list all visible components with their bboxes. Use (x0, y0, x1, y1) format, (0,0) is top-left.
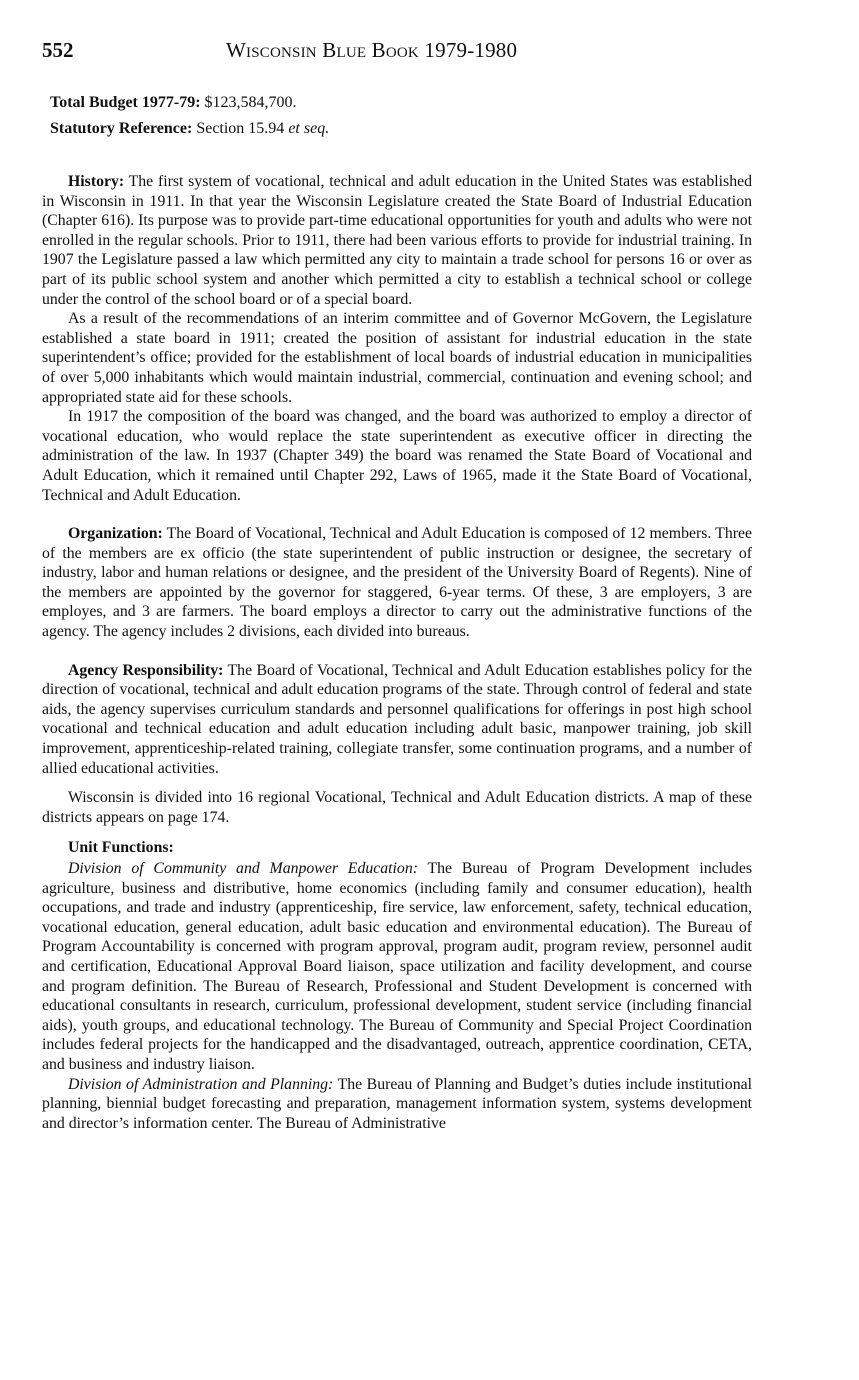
organization-section (42, 524, 752, 642)
running-title: Wisconsin Blue Book 1979-1980 (226, 38, 518, 62)
total-budget-line (50, 90, 752, 116)
division-community-manpower-text: The Bureau of Program Development includes agriculture, business and distributive, home economics (including family and consumer education), health occupations, and trade and industry (apprenticeship, fire service, law enforcement, safety, technical education, vocational education, general education, adult basic education and environmental education). The Bureau of Program Accountability is concerned with program approval, program audit, program review, personnel audit and certification, Educational Approval Board liaison, space utilization and facility development, and course and program definition. The Bureau of Research, Professional and Student Development is concerned with educational consultants in research, curriculum, professional development, student service (including financial aids), youth groups, and educational technology. The Bureau of Community and Special Project Coordination includes federal projects for the handicapped and the disadvantaged, outreach, apprentice coordination, CETA, and business and industry liaison. (42, 860, 752, 1073)
history-lead: History: (68, 173, 125, 190)
statutory-reference-label: Statutory Reference: (50, 120, 193, 137)
division-community-manpower-paragraph (42, 859, 752, 1075)
history-paragraph-1 (42, 172, 752, 309)
history-paragraph-2: As a result of the recommendations of an interim committee and of Governor McGovern, the Legislature established a state board in 1911; created the position of assistant for industrial education in the state superintendent’s office; provided for the establishment of local boards of industrial education in municipalities of over 5,000 inhabitants which would maintain industrial, commercial, continuation and evening school; and appropriated state aid for these schools. (42, 310, 752, 406)
agency-responsibility-text: The Board of Vocational, Technical and Adult Education establishes policy for the direction of vocational, technical and adult education programs of the state. Through control of federal and state aids, the agency supervises curriculum standards and personnel qualifications for offerings in post high school vocational and technical education and adult education including adult basic, manpower training, job skill improvement, apprenticeship-related training, collegiate transfer, some continuation programs, and a number of allied educational activities. (42, 661, 752, 777)
unit-functions-heading: Unit Functions: (68, 839, 174, 857)
page-number: 552 (42, 38, 74, 62)
page-header (42, 38, 752, 68)
division-administration-planning-name: Division of Administration and Planning: (68, 1075, 334, 1093)
division-community-manpower-name: Division of Community and Manpower Education: (68, 860, 418, 877)
statutory-reference-et-seq: et seq. (288, 120, 330, 137)
history-section (42, 172, 752, 505)
statutory-reference-line (50, 116, 752, 142)
statutory-reference-value: Section 15.94 (192, 120, 289, 137)
document-page (42, 38, 752, 1133)
division-administration-planning-paragraph (42, 1075, 752, 1134)
history-text-1: The first system of vocational, technical and adult education in the United States was established in Wisconsin in 1911. In that year the Wisconsin Legislature created the State Board of Industrial Education (Chapter 616). Its purpose was to provide part-time educational opportunities for youth and adults who were not enrolled in the regular schools. Prior to 1911, there had been various efforts to provide for industrial training. In 1907 the Legislature passed a law which permitted any city to maintain a trade school for persons 16 or over as part of its public school system and another which permitted a city to establish a technical school or college under the control of the school board or of a special board. (42, 173, 752, 308)
total-budget-value: $123,584,700. (200, 94, 297, 111)
organization-paragraph (42, 524, 752, 642)
agency-responsibility-section (42, 661, 752, 828)
unit-functions-section (42, 838, 752, 1133)
organization-lead: Organization: (68, 525, 163, 543)
total-budget-label: Total Budget 1977-79: (50, 94, 201, 111)
districts-paragraph: Wisconsin is divided into 16 regional Vocational, Technical and Adult Education districts. A map of these districts appears on page 174. (42, 789, 752, 826)
agency-responsibility-lead: Agency Responsibility: (68, 661, 224, 679)
organization-text: The Board of Vocational, Technical and Adult Education is composed of 12 members. Three of the members are ex officio (the state superintendent of public instruction or designee, the secretary of industry, labor and human relations or designee, and the president of the University Board of Regents). Nine of the members are appointed by the governor for staggered, 6-year terms. Of these, 3 are employers, 3 are employes, and 3 are farmers. The board employs a director to carry out the administrative functions of the agency. The agency includes 2 divisions, each divided into bureaus. (42, 525, 752, 641)
division-administration-planning-text: The Bureau of Planning and Budget’s duties include institutional planning, biennial budget forecasting and preparation, management information system, systems development and director’s information center. The Bureau of Administrative (42, 1075, 752, 1132)
agency-responsibility-paragraph (42, 661, 752, 779)
agency-meta (50, 90, 752, 142)
history-paragraph-3: In 1917 the composition of the board was changed, and the board was authorized to employ a director of vocational education, who would replace the state superintendent as executive officer in directing the administration of the law. In 1937 (Chapter 349) the board was renamed the State Board of Vocational and Adult Education, which it remained until Chapter 292, Laws of 1965, made it the State Board of Vocational, Technical and Adult Education. (42, 408, 752, 504)
